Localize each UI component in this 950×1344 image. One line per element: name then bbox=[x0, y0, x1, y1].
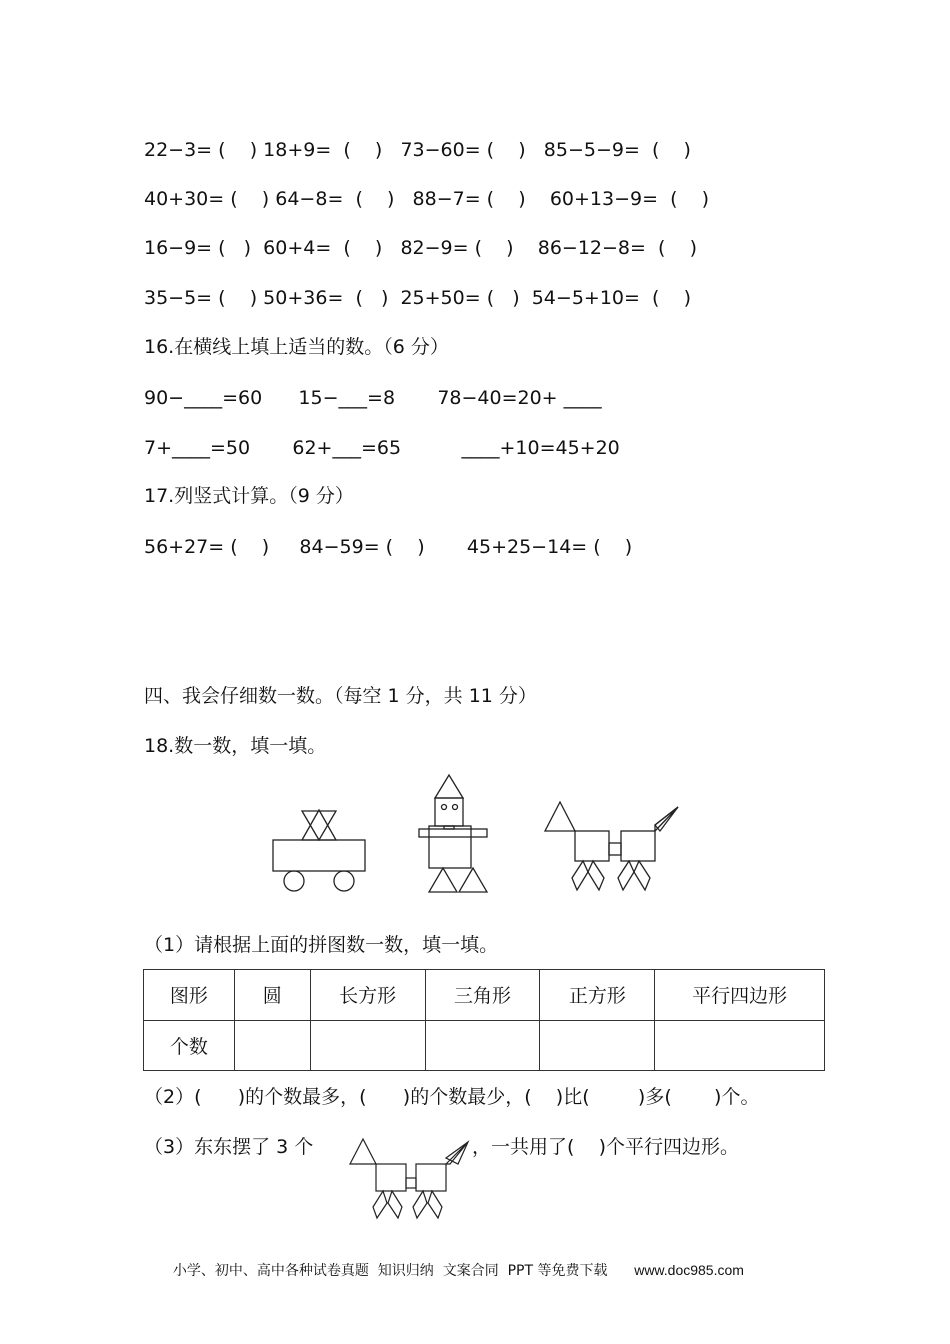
q16-row-2: 7+____=50 62+___=65 ____+10=45+20 bbox=[144, 437, 620, 459]
robot-body-square bbox=[429, 826, 471, 868]
horse-figure bbox=[545, 802, 678, 890]
footer-url[interactable]: www.doc985.com bbox=[634, 1262, 744, 1278]
q18-title: 18.数一数，填一填。 bbox=[144, 735, 327, 757]
table-header-cell: 图形 bbox=[144, 970, 235, 1021]
arith-row-1: 22−3= ( ) 18+9= ( ) 73−60= ( ) 85−5−9= ( ) bbox=[144, 139, 691, 161]
table-header-cell: 正方形 bbox=[540, 970, 655, 1021]
car-triangle bbox=[302, 811, 336, 840]
answer-cell-triangle[interactable] bbox=[425, 1020, 540, 1071]
robot-figure bbox=[419, 775, 487, 892]
footer-text: 小学、初中、高中各种试卷真题 知识归纳 文案合同 PPT 等免费下载 bbox=[172, 1263, 608, 1279]
q17-row: 56+27= ( ) 84−59= ( ) 45+25−14= ( ) bbox=[144, 536, 633, 558]
q16-row-1: 90−____=60 15−___=8 78−40=20+ ____ bbox=[144, 387, 602, 409]
table-header-cell: 三角形 bbox=[425, 970, 540, 1021]
answer-cell-square[interactable] bbox=[540, 1020, 655, 1071]
table-header-row bbox=[144, 970, 825, 1021]
car-body-rectangle bbox=[273, 840, 365, 871]
footer bbox=[164, 1244, 744, 1280]
q18-part2: （2）( )的个数最多，( )的个数最少，( )比( )多( )个。 bbox=[144, 1086, 760, 1108]
arith-row-3: 16−9= ( ) 60+4= ( ) 82−9= ( ) 86−12−8= ( ) bbox=[144, 237, 698, 259]
answer-cell-rectangle[interactable] bbox=[310, 1020, 425, 1071]
q17-title: 17.列竖式计算。（9 分） bbox=[144, 485, 354, 507]
horse-body-square-2 bbox=[621, 831, 655, 861]
table-row-label: 个数 bbox=[144, 1020, 235, 1071]
robot-leg-left-triangle bbox=[429, 868, 457, 892]
robot-head-square bbox=[435, 798, 463, 826]
answer-cell-parallelogram[interactable] bbox=[655, 1020, 825, 1071]
horse-small-figure bbox=[346, 1134, 481, 1224]
car-wheel-left bbox=[284, 871, 304, 891]
table-header-cell: 平行四边形 bbox=[655, 970, 825, 1021]
table-header-cell: 长方形 bbox=[310, 970, 425, 1021]
car-roof-triangle bbox=[302, 810, 336, 840]
table-header-cell: 圆 bbox=[234, 970, 310, 1021]
arith-row-4: 35−5= ( ) 50+36= ( ) 25+50= ( ) 54−5+10= ( ) bbox=[144, 287, 691, 309]
horse-body-square-1 bbox=[575, 831, 609, 861]
q18-part3-after: ，一共用了( )个平行四边形。 bbox=[472, 1136, 739, 1158]
arith-row-2: 40+30= ( ) 64−8= ( ) 88−7= ( ) 60+13−9= ( ) bbox=[144, 188, 710, 210]
puzzle-figures bbox=[265, 770, 685, 900]
car-figure bbox=[273, 810, 365, 891]
horse-leg-parallelogram bbox=[572, 861, 588, 890]
q18-part3-before: （3）东东摆了 3 个 bbox=[144, 1136, 314, 1158]
q16-title: 16.在横线上填上适当的数。（6 分） bbox=[144, 336, 449, 358]
count-table bbox=[143, 969, 825, 1071]
horse-head-triangle bbox=[545, 802, 575, 831]
table-row bbox=[144, 1020, 825, 1071]
answer-cell-circle[interactable] bbox=[234, 1020, 310, 1071]
q18-part1: （1）请根据上面的拼图数一数，填一填。 bbox=[144, 934, 499, 956]
robot-hat-triangle bbox=[435, 775, 463, 798]
robot-leg-right-triangle bbox=[459, 868, 487, 892]
section4-title: 四、我会仔细数一数。（每空 1 分，共 11 分） bbox=[144, 685, 537, 707]
car-wheel-right bbox=[334, 871, 354, 891]
